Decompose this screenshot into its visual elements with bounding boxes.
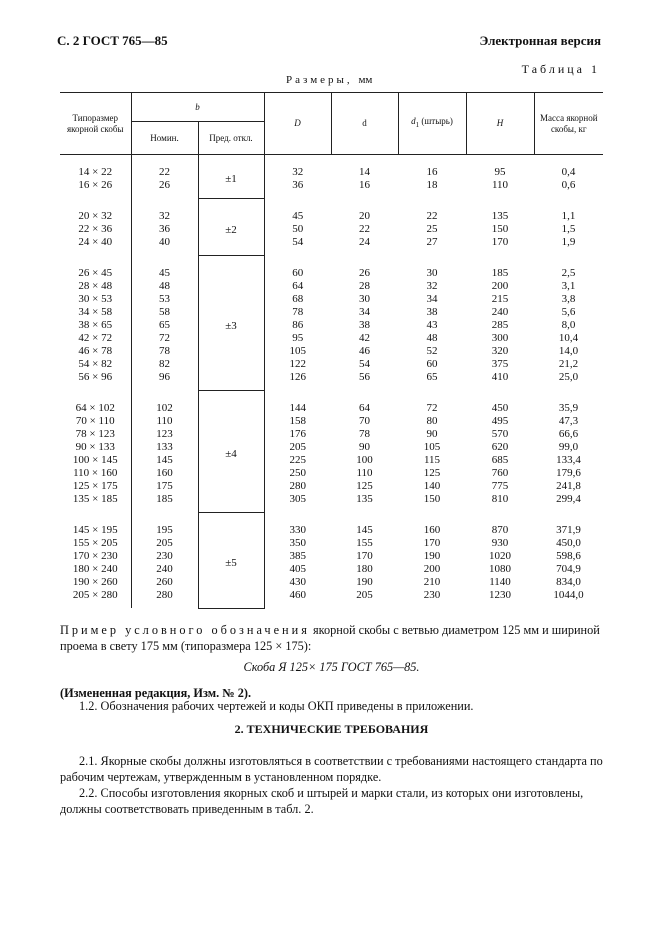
col-mass [534,155,603,199]
cell-D: 32 [292,166,304,178]
paragraph-1-2: 1.2. Обозначения рабочих чертежей и коды ОКП приведены в приложении. [79,699,474,713]
cell-d1: 160 [423,524,441,536]
cell-D: 60 [292,267,304,279]
cell-mass: 8,0 [561,319,576,331]
cell-b: 45 [159,267,170,279]
dimensions-label: Размеры, [286,74,353,86]
cell-H: 1080 [489,563,511,575]
dimensions-unit: мм [358,74,373,86]
cell-type: 30 × 53 [78,293,113,305]
cell-d1: 65 [426,371,438,383]
header-d1 [398,93,466,155]
cell-d1: 52 [426,345,438,357]
col-d1 [398,155,466,199]
cell-mass: 5,6 [561,306,576,318]
tolerance-value: ±1 [225,172,237,185]
cell-d1: 27 [426,236,438,248]
cell-b: 72 [159,332,170,344]
cell-d: 16 [359,179,370,191]
cell-d: 64 [359,402,370,414]
cell-type: 34 × 58 [78,306,113,318]
cell-d: 46 [359,345,370,357]
col-D [264,155,331,199]
cell-b: 145 [156,454,173,466]
cell-mass: 14,0 [558,345,579,357]
cell-mass: 47,3 [558,415,579,427]
cell-d1: 22 [426,210,438,222]
cell-D: 45 [292,210,304,222]
col-type [60,512,131,608]
cell-type: 64 × 102 [75,402,115,414]
cell-mass: 25,0 [558,371,579,383]
cell-d1: 105 [423,441,441,453]
cell-d: 42 [359,332,370,344]
cell-d: 110 [356,467,373,479]
cell-b: 110 [156,415,173,427]
cell-d1: 80 [426,415,438,427]
cell-mass: 450,0 [556,537,581,549]
cell-D: 350 [289,537,306,549]
cell-d: 38 [359,319,370,331]
cell-d: 78 [359,428,370,440]
cell-b: 185 [156,493,173,505]
cell-H: 870 [491,524,509,536]
cell-D: 86 [292,319,304,331]
designation-example [60,659,603,675]
col-d1 [398,198,466,255]
cell-mass: 241,8 [556,480,581,492]
dimensions-caption [286,74,372,86]
cell-H: 300 [491,332,509,344]
tolerance-value: ±3 [225,319,237,332]
cell-mass: 10,4 [558,332,579,344]
cell-b: 26 [159,179,170,191]
cell-mass: 1,1 [561,210,576,222]
cell-H: 775 [491,480,509,492]
cell-H: 240 [491,306,509,318]
cell-mass: 704,9 [556,563,581,575]
cell-b: 240 [156,563,173,575]
cell-type: 42 × 72 [78,332,113,344]
cell-d: 24 [359,236,370,248]
cell-D: 95 [292,332,304,344]
tolerance-cell [198,198,264,255]
cell-d1: 150 [423,493,441,505]
cell-d: 190 [356,576,373,588]
cell-d1: 140 [423,480,441,492]
cell-mass: 2,5 [561,267,576,279]
cell-b: 82 [159,358,170,370]
cell-mass: 834,0 [556,576,581,588]
col-d1 [398,390,466,512]
cell-b: 230 [156,550,173,562]
cell-H: 1020 [489,550,511,562]
cell-type: 16 × 26 [78,179,113,191]
cell-H: 200 [491,280,509,292]
cell-d: 56 [359,371,370,383]
col-type [60,155,131,199]
col-d1 [398,512,466,608]
cell-H: 685 [491,454,509,466]
cell-type: 145 × 195 [72,524,118,536]
cell-d1: 18 [426,179,438,191]
cell-type: 28 × 48 [78,280,113,292]
cell-d1: 16 [426,166,438,178]
cell-D: 405 [289,563,306,575]
cell-d: 180 [356,563,373,575]
tolerance-value: ±2 [225,223,237,236]
tolerance-cell [198,155,264,199]
cell-d: 30 [359,293,370,305]
cell-mass: 21,2 [558,358,579,370]
cell-b: 40 [159,236,170,248]
cell-d1: 60 [426,358,438,370]
col-H [466,255,534,390]
cell-mass: 133,4 [556,454,581,466]
col-b [131,512,198,608]
col-d [331,512,398,608]
tolerance-cell [198,512,264,608]
cell-d1: 90 [426,428,438,440]
cell-d: 125 [356,480,373,492]
cell-type: 26 × 45 [78,267,113,279]
header-b-nom: Номин. [131,122,198,155]
cell-b: 160 [156,467,173,479]
cell-D: 78 [292,306,304,318]
col-d [331,155,398,199]
cell-mass: 299,4 [556,493,581,505]
header-d1-subscript: 1 [415,120,420,129]
cell-mass: 35,9 [558,402,579,414]
col-mass [534,390,603,512]
cell-type: 22 × 36 [78,223,113,235]
cell-mass: 99,0 [558,441,579,453]
header-d1-suffix: (штырь) [421,116,453,127]
table-row-group [60,198,603,255]
page-header-right: Электронная версия [479,33,601,48]
cell-D: 330 [289,524,306,536]
cell-type: 20 × 32 [78,210,113,222]
cell-d1: 72 [426,402,438,414]
cell-D: 54 [292,236,304,248]
cell-d1: 25 [426,223,438,235]
cell-D: 64 [292,280,304,292]
cell-mass: 66,6 [558,428,579,440]
cell-type: 90 × 133 [75,441,115,453]
cell-D: 105 [289,345,306,357]
cell-type: 205 × 280 [72,589,118,601]
cell-type: 190 × 260 [72,576,118,588]
cell-H: 930 [491,537,509,549]
cell-d1: 43 [426,319,438,331]
cell-mass: 3,1 [561,280,576,292]
cell-D: 385 [289,550,306,562]
header-H: H [466,93,534,155]
col-mass [534,198,603,255]
cell-d1: 170 [423,537,441,549]
cell-d1: 34 [426,293,438,305]
designation-text: Скоба Я 125× 175 ГОСТ 765—85. [243,660,420,674]
col-type [60,255,131,390]
paragraph-2-1: 2.1. Якорные скобы должны изготовляться в соответствии с требованиями настоящего стандарта по рабочим чертежам, утвержденным в установленном порядке. [60,754,603,784]
cell-H: 170 [491,236,509,248]
cell-b: 175 [156,480,173,492]
cell-d1: 190 [423,550,441,562]
cell-d1: 115 [423,454,441,466]
cell-D: 225 [289,454,306,466]
cell-mass: 1044,0 [553,589,584,601]
col-D [264,512,331,608]
dimensions-table [60,92,603,609]
cell-type: 78 × 123 [75,428,115,440]
tolerance-cell [198,390,264,512]
col-mass [534,512,603,608]
cell-type: 135 × 185 [72,493,118,505]
cell-type: 155 × 205 [72,537,118,549]
table-number: Таблица 1 [521,62,600,76]
cell-d: 34 [359,306,370,318]
cell-type: 38 × 65 [78,319,113,331]
cell-type: 14 × 22 [78,166,113,178]
cell-b: 205 [156,537,173,549]
col-D [264,198,331,255]
example-spaced-text: Пример условного обозначения [60,623,310,637]
cell-b: 36 [159,223,170,235]
cell-mass: 1,9 [561,236,576,248]
col-type [60,390,131,512]
col-D [264,390,331,512]
cell-H: 185 [491,267,509,279]
col-d1 [398,255,466,390]
cell-d1: 48 [426,332,438,344]
col-H [466,512,534,608]
cell-d1: 210 [423,576,441,588]
col-d [331,390,398,512]
cell-d: 100 [356,454,373,466]
cell-d: 20 [359,210,370,222]
cell-H: 95 [494,166,506,178]
col-H [466,155,534,199]
cell-type: 125 × 175 [72,480,118,492]
col-b [131,255,198,390]
header-mass: Масса якорной скобы, кг [534,93,603,155]
cell-d1: 200 [423,563,441,575]
cell-b: 22 [159,166,170,178]
cell-d: 145 [356,524,373,536]
cell-b: 58 [159,306,170,318]
cell-D: 122 [289,358,306,370]
cell-d: 205 [356,589,373,601]
cell-H: 1230 [489,589,511,601]
cell-H: 810 [491,493,509,505]
example-rest-text: якорной скобы с ветвью диаметром 125 мм и шириной проема в свету 175 мм (типоразмера 125 × 175): [60,623,600,653]
cell-d1: 30 [426,267,438,279]
cell-d: 22 [359,223,370,235]
cell-D: 460 [289,589,306,601]
cell-type: 110 × 160 [73,467,118,479]
cell-d1: 32 [426,280,438,292]
col-b [131,198,198,255]
cell-d: 14 [359,166,370,178]
cell-type: 46 × 78 [78,345,113,357]
col-type [60,198,131,255]
cell-D: 50 [292,223,304,235]
header-b-tol: Пред. откл. [198,122,264,155]
cell-mass: 0,6 [561,179,576,191]
cell-D: 176 [289,428,306,440]
cell-b: 32 [159,210,170,222]
cell-b: 123 [156,428,173,440]
cell-D: 36 [292,179,304,191]
cell-D: 205 [289,441,306,453]
cell-d: 170 [356,550,373,562]
cell-b: 78 [159,345,170,357]
tolerance-cell [198,255,264,390]
table-row-group [60,255,603,390]
cell-b: 48 [159,280,170,292]
cell-D: 158 [289,415,306,427]
cell-d1: 125 [423,467,441,479]
example-paragraph [60,622,603,654]
table-row-group [60,155,603,199]
cell-H: 215 [491,293,509,305]
cell-b: 53 [159,293,170,305]
col-D [264,255,331,390]
col-b [131,155,198,199]
cell-D: 126 [289,371,306,383]
cell-mass: 598,6 [556,550,581,562]
table-row-group [60,390,603,512]
col-H [466,390,534,512]
table-row-group [60,512,603,608]
cell-H: 760 [491,467,509,479]
cell-b: 133 [156,441,173,453]
header-d: d [331,93,398,155]
tolerance-value: ±4 [225,448,237,460]
header-d1-symbol: d [411,116,416,127]
header-D: D [264,93,331,155]
section-title: 2. ТЕХНИЧЕСКИЕ ТРЕБОВАНИЯ [234,722,429,736]
cell-d1: 38 [426,306,438,318]
cell-H: 1140 [489,576,511,588]
cell-H: 375 [491,358,509,370]
cell-d: 54 [359,358,370,370]
cell-H: 110 [491,179,509,191]
cell-H: 620 [491,441,509,453]
cell-d: 155 [356,537,373,549]
cell-b: 280 [156,589,173,601]
cell-type: 170 × 230 [72,550,118,562]
cell-d: 135 [356,493,373,505]
cell-type: 70 × 110 [75,415,115,427]
cell-b: 96 [159,371,170,383]
paragraph-2-2: 2.2. Способы изготовления якорных скоб и штырей и марки стали, из которых они изготовлены, должны соответствовать приведенным в табл. 2. [60,786,584,816]
col-d [331,255,398,390]
cell-d: 90 [359,441,370,453]
cell-mass: 371,9 [556,524,581,536]
cell-D: 305 [289,493,306,505]
cell-D: 68 [292,293,304,305]
cell-H: 135 [491,210,509,222]
cell-d1: 230 [423,589,441,601]
cell-D: 280 [289,480,306,492]
col-mass [534,255,603,390]
cell-D: 250 [289,467,306,479]
cell-mass: 179,6 [556,467,581,479]
cell-D: 430 [289,576,306,588]
cell-d: 26 [359,267,370,279]
cell-b: 260 [156,576,173,588]
cell-H: 495 [491,415,509,427]
col-b [131,390,198,512]
cell-type: 100 × 145 [72,454,118,466]
cell-b: 65 [159,319,170,331]
cell-H: 150 [491,223,509,235]
col-d [331,198,398,255]
cell-d: 28 [359,280,370,292]
header-b: b [131,93,264,122]
cell-H: 570 [491,428,509,440]
cell-D: 144 [289,402,306,414]
cell-type: 180 × 240 [72,563,118,575]
cell-b: 195 [156,524,173,536]
col-H [466,198,534,255]
header-type: Типоразмер якорной скобы [60,93,131,155]
page-header-left: С. 2 ГОСТ 765—85 [57,33,168,48]
cell-H: 320 [491,345,509,357]
cell-mass: 0,4 [561,166,576,178]
cell-H: 410 [491,371,509,383]
cell-d: 70 [359,415,370,427]
revision-note: (Измененная редакция, Изм. № 2). [60,686,252,700]
tolerance-value: ±5 [225,557,237,569]
cell-type: 56 × 96 [78,371,113,383]
cell-mass: 3,8 [561,293,576,305]
cell-mass: 1,5 [561,223,576,235]
cell-type: 24 × 40 [78,236,113,248]
cell-H: 285 [491,319,509,331]
cell-H: 450 [491,402,509,414]
cell-type: 54 × 82 [78,358,113,370]
cell-b: 102 [156,402,173,414]
